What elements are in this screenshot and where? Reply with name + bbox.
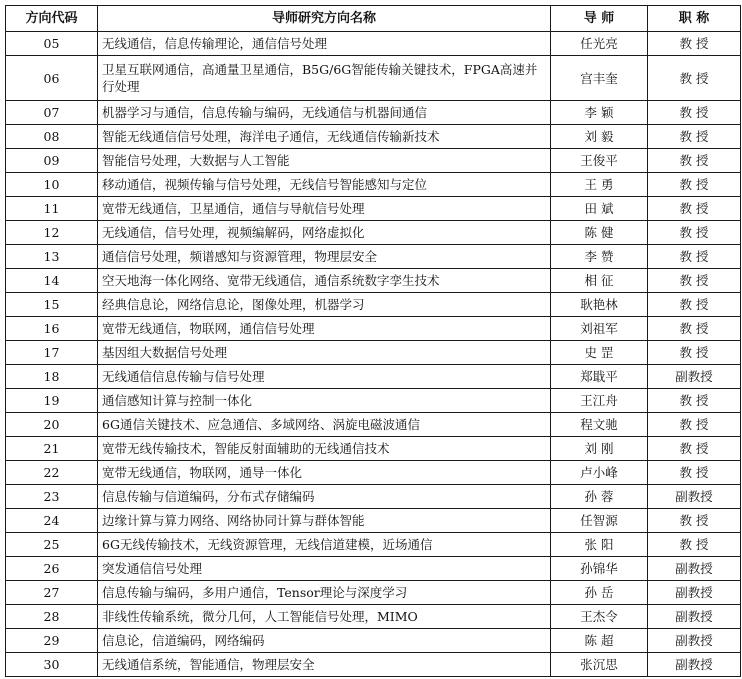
table-row (6, 125, 741, 149)
row-topic: 宽带无线通信，物联网，通导一体化 (98, 461, 551, 485)
row-title: 教 授 (648, 509, 741, 533)
row-topic: 智能信号处理，大数据与人工智能 (98, 149, 551, 173)
row-topic: 通信信号处理，频谱感知与资源管理，物理层安全 (98, 245, 551, 269)
row-advisor: 任智源 (551, 509, 648, 533)
table-row (6, 221, 741, 245)
row-title: 教 授 (648, 125, 741, 149)
row-advisor: 宫丰奎 (551, 56, 648, 101)
row-advisor: 张沉思 (551, 653, 648, 677)
table-row (6, 293, 741, 317)
row-advisor: 相 征 (551, 269, 648, 293)
table-row (6, 197, 741, 221)
row-title: 副教授 (648, 581, 741, 605)
row-topic: 无线通信，信号处理，视频编解码，网络虚拟化 (98, 221, 551, 245)
row-title: 教 授 (648, 533, 741, 557)
row-topic: 无线通信系统，智能通信，物理层安全 (98, 653, 551, 677)
row-advisor: 陈 健 (551, 221, 648, 245)
row-code: 08 (6, 125, 98, 149)
row-code: 18 (6, 365, 98, 389)
row-title: 教 授 (648, 101, 741, 125)
row-advisor: 孙 蓉 (551, 485, 648, 509)
row-topic: 非线性传输系统，微分几何，人工智能信号处理，MIMO (98, 605, 551, 629)
table-row (6, 605, 741, 629)
row-title: 副教授 (648, 653, 741, 677)
row-code: 14 (6, 269, 98, 293)
table-row (6, 365, 741, 389)
row-advisor: 李 赞 (551, 245, 648, 269)
table-row (6, 149, 741, 173)
row-topic: 信息论，信道编码，网络编码 (98, 629, 551, 653)
row-advisor: 张 阳 (551, 533, 648, 557)
row-title: 教 授 (648, 221, 741, 245)
row-topic: 移动通信，视频传输与信号处理，无线信号智能感知与定位 (98, 173, 551, 197)
row-code: 23 (6, 485, 98, 509)
row-advisor: 程文驰 (551, 413, 648, 437)
row-topic: 宽带无线通信，卫星通信，通信与导航信号处理 (98, 197, 551, 221)
row-advisor: 孙 岳 (551, 581, 648, 605)
row-advisor: 刘 刚 (551, 437, 648, 461)
table-row (6, 653, 741, 677)
row-code: 10 (6, 173, 98, 197)
row-code: 21 (6, 437, 98, 461)
row-title: 教 授 (648, 245, 741, 269)
row-topic: 经典信息论，网络信息论，图像处理，机器学习 (98, 293, 551, 317)
table-row (6, 389, 741, 413)
row-topic: 宽带无线传输技术，智能反射面辅助的无线通信技术 (98, 437, 551, 461)
row-title: 副教授 (648, 485, 741, 509)
row-topic: 信息传输与编码，多用户通信，Tensor理论与深度学习 (98, 581, 551, 605)
row-code: 07 (6, 101, 98, 125)
row-title: 副教授 (648, 365, 741, 389)
table-row (6, 32, 741, 56)
row-advisor: 刘 毅 (551, 125, 648, 149)
row-code: 09 (6, 149, 98, 173)
table-row (6, 485, 741, 509)
row-title: 教 授 (648, 341, 741, 365)
table-row (6, 629, 741, 653)
row-topic: 边缘计算与算力网络、网络协同计算与群体智能 (98, 509, 551, 533)
table-row (6, 173, 741, 197)
row-code: 29 (6, 629, 98, 653)
row-topic: 无线通信，信息传输理论，通信信号处理 (98, 32, 551, 56)
header-advisor: 导 师 (551, 6, 648, 32)
row-title: 教 授 (648, 149, 741, 173)
row-advisor: 王杰令 (551, 605, 648, 629)
row-topic: 信息传输与信道编码，分布式存储编码 (98, 485, 551, 509)
row-title: 教 授 (648, 56, 741, 101)
table-row (6, 581, 741, 605)
table-row (6, 269, 741, 293)
row-code: 20 (6, 413, 98, 437)
row-advisor: 卢小峰 (551, 461, 648, 485)
row-code: 17 (6, 341, 98, 365)
row-title: 教 授 (648, 461, 741, 485)
row-code: 30 (6, 653, 98, 677)
row-title: 教 授 (648, 197, 741, 221)
row-topic: 卫星互联网通信，高通量卫星通信，B5G/6G智能传输关键技术，FPGA高速并行处理 (98, 56, 551, 101)
table-row (6, 461, 741, 485)
row-advisor: 李 颖 (551, 101, 648, 125)
row-topic: 空天地海一体化网络、宽带无线通信，通信系统数字孪生技术 (98, 269, 551, 293)
row-advisor: 郑戢平 (551, 365, 648, 389)
table-row (6, 56, 741, 101)
row-topic: 智能无线通信信号处理，海洋电子通信，无线通信传输新技术 (98, 125, 551, 149)
row-code: 27 (6, 581, 98, 605)
row-topic: 无线通信信息传输与信号处理 (98, 365, 551, 389)
row-title: 教 授 (648, 293, 741, 317)
row-advisor: 刘祖军 (551, 317, 648, 341)
row-code: 25 (6, 533, 98, 557)
advisor-directions-table (5, 5, 741, 677)
row-code: 19 (6, 389, 98, 413)
row-code: 22 (6, 461, 98, 485)
row-title: 教 授 (648, 317, 741, 341)
row-advisor: 任光亮 (551, 32, 648, 56)
row-topic: 基因组大数据信号处理 (98, 341, 551, 365)
row-title: 教 授 (648, 389, 741, 413)
row-title: 副教授 (648, 629, 741, 653)
table-row (6, 557, 741, 581)
row-code: 11 (6, 197, 98, 221)
row-code: 15 (6, 293, 98, 317)
header-row (6, 6, 741, 32)
header-code: 方向代码 (6, 6, 98, 32)
row-advisor: 陈 超 (551, 629, 648, 653)
table-row (6, 317, 741, 341)
table-row (6, 341, 741, 365)
row-code: 05 (6, 32, 98, 56)
row-code: 13 (6, 245, 98, 269)
row-title: 教 授 (648, 32, 741, 56)
table-row (6, 245, 741, 269)
table-row (6, 101, 741, 125)
row-topic: 机器学习与通信，信息传输与编码，无线通信与机器间通信 (98, 101, 551, 125)
row-advisor: 田 斌 (551, 197, 648, 221)
table-row (6, 533, 741, 557)
row-code: 28 (6, 605, 98, 629)
row-title: 副教授 (648, 605, 741, 629)
row-title: 教 授 (648, 437, 741, 461)
table-row (6, 509, 741, 533)
row-code: 12 (6, 221, 98, 245)
row-topic: 突发通信信号处理 (98, 557, 551, 581)
row-code: 16 (6, 317, 98, 341)
row-title: 教 授 (648, 269, 741, 293)
table-body (6, 32, 741, 677)
row-topic: 6G无线传输技术，无线资源管理，无线信道建模，近场通信 (98, 533, 551, 557)
row-topic: 宽带无线通信，物联网，通信信号处理 (98, 317, 551, 341)
row-code: 24 (6, 509, 98, 533)
table-row (6, 413, 741, 437)
row-title: 教 授 (648, 413, 741, 437)
table-row (6, 437, 741, 461)
row-advisor: 史 罡 (551, 341, 648, 365)
row-title: 副教授 (648, 557, 741, 581)
row-code: 06 (6, 56, 98, 101)
header-title: 职 称 (648, 6, 741, 32)
row-advisor: 王江舟 (551, 389, 648, 413)
row-title: 教 授 (648, 173, 741, 197)
row-advisor: 孙锦华 (551, 557, 648, 581)
header-topic: 导师研究方向名称 (98, 6, 551, 32)
row-topic: 通信感知计算与控制一体化 (98, 389, 551, 413)
row-code: 26 (6, 557, 98, 581)
row-advisor: 王 勇 (551, 173, 648, 197)
row-advisor: 耿艳林 (551, 293, 648, 317)
row-advisor: 王俊平 (551, 149, 648, 173)
row-topic: 6G通信关键技术、应急通信、多域网络、涡旋电磁波通信 (98, 413, 551, 437)
